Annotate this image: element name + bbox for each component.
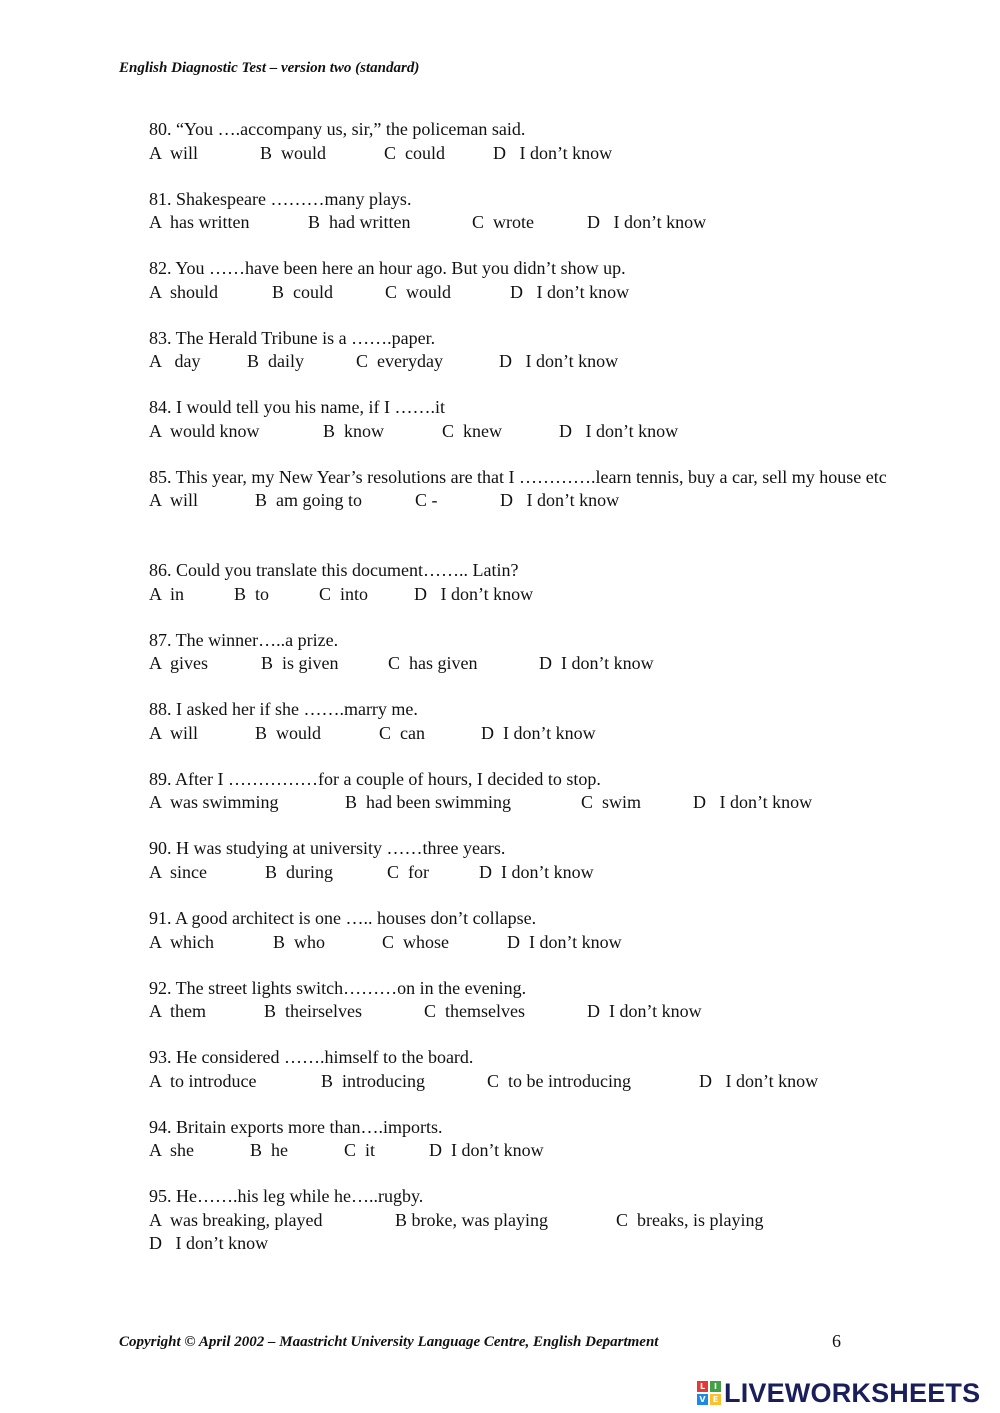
option-b: B broke, was playing: [395, 1209, 548, 1230]
question-stem: 92. The street lights switch………on in the evening.: [149, 977, 527, 998]
question-stem: 88. I asked her if she …….marry me.: [149, 699, 418, 720]
answer-options: [149, 722, 889, 746]
option-d: D I don’t know: [500, 490, 620, 511]
answer-options: [149, 1000, 889, 1024]
option-c: C breaks, is playing: [616, 1209, 764, 1230]
option-a: A them: [149, 1001, 206, 1022]
question-item: [149, 466, 889, 559]
option-c: C -: [415, 490, 438, 511]
question-item: [149, 1046, 889, 1116]
option-c: C wrote: [472, 212, 534, 233]
question-stem: 93. He considered …….himself to the board.: [149, 1047, 474, 1068]
option-a: A day: [149, 351, 201, 372]
option-d: D I don’t know: [539, 653, 654, 674]
option-a: A should: [149, 281, 219, 302]
option-d: D I don’t know: [510, 281, 630, 302]
option-d: D I don’t know: [499, 351, 619, 372]
question-stem: 91. A good architect is one ….. houses don’t collapse.: [149, 908, 537, 929]
option-b: B would: [255, 722, 322, 743]
option-b: B introducing: [321, 1070, 425, 1091]
question-list: [149, 118, 889, 1255]
option-a: A in: [149, 583, 185, 604]
answer-options: [149, 420, 889, 444]
option-d: D I don’t know: [587, 1001, 702, 1022]
question-item: [149, 1185, 889, 1255]
option-c: C knew: [442, 420, 502, 441]
option-a: A since: [149, 861, 207, 882]
option-c: C whose: [382, 931, 449, 952]
question-item: [149, 977, 889, 1047]
option-b: B had written: [308, 212, 411, 233]
answer-options: [149, 791, 889, 815]
option-b: B he: [250, 1140, 288, 1161]
option-b: B to: [234, 583, 270, 604]
question-stem: 89. After I ……………for a couple of hours, I decided to stop.: [149, 768, 601, 789]
option-a: A gives: [149, 653, 209, 674]
question-item: [149, 1116, 889, 1186]
option-c: C for: [387, 861, 429, 882]
option-d: D I don’t know: [429, 1140, 544, 1161]
question-item: [149, 629, 889, 699]
option-a: A will: [149, 722, 199, 743]
option-c: C swim: [581, 792, 642, 813]
question-item: [149, 188, 889, 258]
option-b: B am going to: [255, 490, 362, 511]
question-stem: 87. The winner…..a prize.: [149, 629, 339, 650]
option-c: C has given: [388, 653, 478, 674]
question-item: [149, 837, 889, 907]
option-d: D I don’t know: [414, 583, 534, 604]
question-stem: 85. This year, my New Year’s resolutions are that I ………….learn tennis, buy a car, sell my house etc: [149, 466, 887, 487]
question-stem: 82. You ……have been here an hour ago. But you didn’t show up.: [149, 258, 626, 279]
question-stem: 83. The Herald Tribune is a …….paper.: [149, 327, 436, 348]
answer-options: [149, 1139, 889, 1163]
option-c: C to be introducing: [487, 1070, 631, 1091]
option-c: C it: [344, 1140, 376, 1161]
answer-options: [149, 211, 889, 235]
option-d: D I don’t know: [149, 1233, 269, 1254]
option-c: C can: [379, 722, 425, 743]
answer-options: [149, 652, 889, 676]
option-b: B who: [273, 931, 326, 952]
logo-tile: L: [697, 1381, 708, 1392]
page-number: 6: [832, 1331, 841, 1351]
question-item: [149, 768, 889, 838]
question-stem: 86. Could you translate this document…….. Latin?: [149, 560, 519, 581]
question-stem: 95. He…….his leg while he…..rugby.: [149, 1186, 424, 1207]
option-a: A which: [149, 931, 214, 952]
question-item: [149, 327, 889, 397]
question-stem: 81. Shakespeare ………many plays.: [149, 188, 412, 209]
question-item: [149, 698, 889, 768]
option-a: A has written: [149, 212, 250, 233]
answer-options: [149, 281, 889, 305]
question-item: [149, 118, 889, 188]
copyright-footer: Copyright © April 2002 – Maastricht University Language Centre, English Department: [119, 1334, 659, 1350]
question-item: [149, 257, 889, 327]
option-b: B theirselves: [264, 1001, 362, 1022]
option-c: C would: [385, 281, 452, 302]
option-b: B daily: [247, 351, 304, 372]
logo-tile: V: [697, 1394, 708, 1405]
option-b: B had been swimming: [345, 792, 511, 813]
answer-options: [149, 931, 889, 955]
question-stem: 94. Britain exports more than….imports.: [149, 1116, 443, 1137]
option-a: A she: [149, 1140, 194, 1161]
liveworksheets-logo-icon: [697, 1381, 721, 1405]
option-d: D I don’t know: [559, 420, 679, 441]
option-a: A would know: [149, 420, 260, 441]
question-item: [149, 396, 889, 466]
option-d: D I don’t know: [699, 1070, 819, 1091]
brand-name: LIVEWORKSHEETS: [724, 1377, 981, 1408]
option-b: B could: [272, 281, 333, 302]
option-a: A will: [149, 490, 199, 511]
option-a: A to introduce: [149, 1070, 257, 1091]
answer-options: [149, 350, 889, 374]
option-c: C everyday: [356, 351, 443, 372]
option-d: D I don’t know: [693, 792, 813, 813]
option-a: A will: [149, 142, 199, 163]
option-d: D I don’t know: [507, 931, 622, 952]
answer-options: [149, 489, 889, 513]
liveworksheets-brand[interactable]: [697, 1375, 980, 1411]
answer-options: [149, 1070, 889, 1094]
option-d: D I don’t know: [587, 212, 707, 233]
answer-options: [149, 1209, 889, 1256]
option-b: B during: [265, 861, 334, 882]
option-c: C could: [384, 142, 445, 163]
question-item: [149, 559, 889, 629]
question-item: [149, 907, 889, 977]
option-d: D I don’t know: [479, 861, 594, 882]
option-a: A was breaking, played: [149, 1209, 323, 1230]
option-d: D I don’t know: [493, 142, 613, 163]
option-b: B would: [260, 142, 327, 163]
answer-options: [149, 861, 889, 885]
answer-options: [149, 583, 889, 607]
answer-options: [149, 142, 889, 166]
option-b: B is given: [261, 653, 339, 674]
option-a: A was swimming: [149, 792, 279, 813]
option-c: C themselves: [424, 1001, 525, 1022]
option-d: D I don’t know: [481, 722, 596, 743]
question-stem: 90. H was studying at university ……three years.: [149, 838, 506, 859]
logo-tile: E: [710, 1394, 721, 1405]
option-b: B know: [323, 420, 385, 441]
option-c: C into: [319, 583, 369, 604]
question-stem: 80. “You ….accompany us, sir,” the policeman said.: [149, 119, 526, 139]
logo-tile: I: [710, 1381, 721, 1392]
document-header: English Diagnostic Test – version two (standard): [119, 60, 420, 76]
question-stem: 84. I would tell you his name, if I …….it: [149, 397, 445, 418]
